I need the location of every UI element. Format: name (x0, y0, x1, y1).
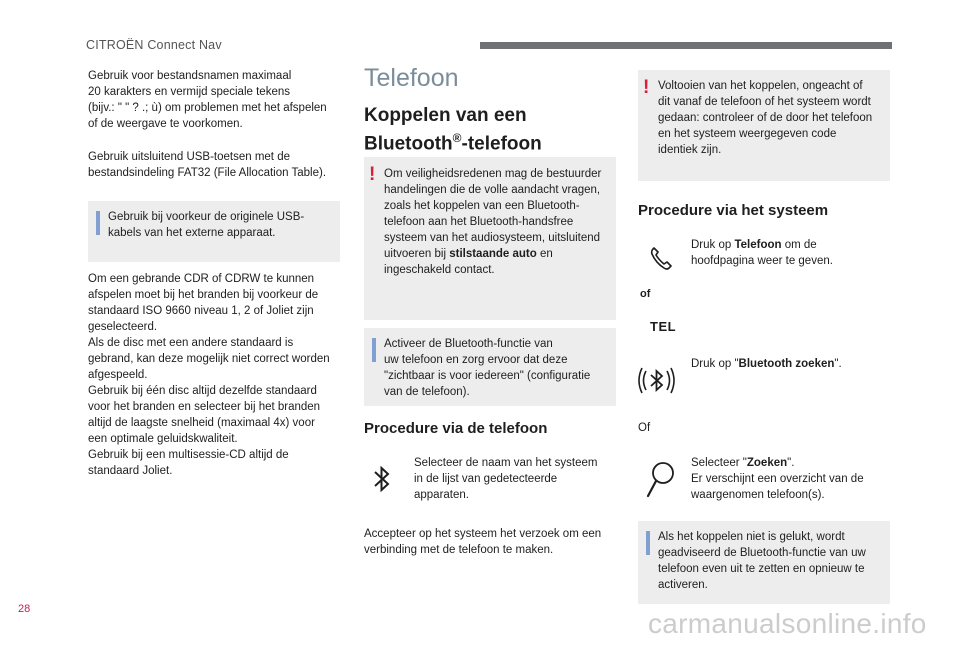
text-line: telefoon even uit te zetten en opnieuw te (658, 563, 865, 575)
text-line: telefoon aan het Bluetooth-handsfree (384, 216, 574, 228)
text-bold: Zoeken (746, 457, 788, 469)
text-part: Druk op (691, 239, 735, 251)
text-line: geadviseerd de Bluetooth-functie van uw (658, 547, 866, 559)
procedure-phone-heading: Procedure via de telefoon (364, 420, 548, 437)
header-title: CITROËN Connect Nav (86, 38, 222, 52)
text-line: Gebruik uitsluitend USB-toetsen met de (88, 151, 290, 163)
warning-icon: ! (643, 77, 650, 98)
col1-paragraph-2 (88, 149, 342, 181)
text-line: (bijv.: " " ? .; ù) om problemen met het afspelen (88, 102, 327, 114)
text-line: en het systeem weergegeven code (658, 128, 837, 140)
text-line: afspelen moet bij het branden bij voorkeur de (88, 289, 319, 301)
text-line: Activeer de Bluetooth-functie van (384, 338, 553, 350)
text-line: Gebruik voor bestandsnamen maximaal (88, 70, 292, 82)
info-bar-icon (646, 531, 650, 555)
text-bold: Bluetooth zoeken (738, 358, 835, 370)
text-line: standaard ISO 9660 niveau 1, 2 of Joliet zijn (88, 305, 314, 317)
text-part: en (536, 248, 553, 260)
text-line: Accepteer op het systeem het verzoek om een (364, 528, 602, 540)
text-line: 20 karakters en vermijd speciale tekens (88, 86, 290, 98)
text-line: Gebruik bij een multisessie-CD altijd de (88, 449, 289, 461)
text-line: activeren. (658, 579, 708, 591)
text-line: Selecteer de naam van het systeem (414, 457, 598, 469)
text-line: Als het koppelen niet is gelukt, wordt (658, 531, 845, 543)
text-line: "zichtbaar is voor iedereen" (configuratie (384, 370, 591, 382)
info-bar-icon (372, 338, 376, 362)
text-line: Voltooien van het koppelen, ongeacht of (658, 80, 863, 92)
page-number: 28 (18, 603, 31, 615)
text-line: kabels van het externe apparaat. (108, 227, 276, 239)
text-line: handelingen die de volle aandacht vragen, (384, 184, 601, 196)
section-title: Telefoon (364, 64, 459, 92)
procedure-system-heading: Procedure via het systeem (638, 202, 829, 219)
bluetooth-icon (372, 464, 392, 494)
text-line: verbinding met de telefoon te maken. (364, 544, 554, 556)
registered-mark: ® (452, 131, 462, 145)
text-line: Er verschijnt een overzicht van de (691, 473, 864, 485)
text-part: Druk op " (691, 358, 739, 370)
col1-paragraph-3 (88, 271, 342, 479)
text-line: geselecteerd. (88, 321, 158, 333)
text-line: gebrand, kan deze mogelijk niet correct worden (88, 353, 330, 365)
heading-part: Bluetooth (364, 133, 453, 155)
text-line (691, 356, 891, 372)
text-line: afgespeeld. (88, 369, 148, 381)
text-part: Selecteer " (691, 457, 747, 469)
info-bar-icon (96, 211, 100, 235)
text-line: uw telefoon en zorg ervoor dat deze (384, 354, 568, 366)
col2-note-box (364, 328, 616, 406)
system-step-3 (691, 455, 891, 503)
heading-part: -telefoon (461, 133, 542, 155)
watermark: carmanualsonline.info (648, 608, 927, 639)
col3-warning-box (638, 70, 890, 181)
text-line: Om veiligheidsredenen mag de bestuurder (384, 168, 602, 180)
phone-step-text (414, 455, 614, 503)
heading-line: Koppelen van een (364, 105, 527, 126)
text-part: uitvoeren bij (384, 248, 450, 260)
text-line: Als de disc met een andere standaard is (88, 337, 294, 349)
col1-paragraph-1 (88, 68, 342, 132)
bluetooth-search-icon (636, 362, 678, 400)
text-line: Gebruik bij voorkeur de originele USB- (108, 211, 305, 223)
col1-note-box (88, 201, 340, 262)
text-line: Om een gebrande CDR of CDRW te kunnen (88, 273, 315, 285)
tel-key-label: TEL (650, 319, 677, 334)
subsection-heading (364, 104, 542, 155)
text-line: apparaten. (414, 489, 469, 501)
phone-handset-icon (648, 244, 674, 272)
heading-line (364, 127, 542, 155)
text-line: identiek zijn. (658, 144, 722, 156)
text-line: van de telefoon). (384, 386, 470, 398)
text-line (691, 237, 891, 253)
accept-paragraph (364, 526, 620, 558)
text-part: ". (834, 358, 842, 370)
header-bar (480, 42, 892, 49)
or-label-bold: of (640, 288, 651, 300)
text-line: of de weergave te voorkomen. (88, 118, 243, 130)
text-line: systeem van het audiosysteem, uitsluitend (384, 232, 601, 244)
text-line: altijd de laagste snelheid (maximaal 4x) voor (88, 417, 315, 429)
col3-note-box (638, 521, 890, 604)
text-line: zoals het koppelen van een Bluetooth- (384, 200, 580, 212)
text-line: in de lijst van gedetecteerde (414, 473, 558, 485)
text-line: bestandsindeling FAT32 (File Allocation Table). (88, 167, 327, 179)
text-bold: Telefoon (734, 239, 782, 251)
text-line: standaard Joliet. (88, 465, 173, 477)
warning-icon: ! (369, 164, 376, 185)
system-step-2 (691, 356, 891, 372)
text-line: Gebruik bij één disc altijd dezelfde standaard (88, 385, 317, 397)
col2-warning-box (364, 157, 616, 320)
text-line: waargenomen telefoon(s). (691, 489, 825, 501)
text-line: gedaan: controleer of de door het telefoon (658, 112, 873, 124)
text-line: ingeschakeld contact. (384, 264, 495, 276)
text-part: om de (781, 239, 817, 251)
text-part: ". (787, 457, 795, 469)
text-line: hoofdpagina weer te geven. (691, 255, 833, 267)
search-magnifier-icon (644, 460, 676, 500)
system-step-1 (691, 237, 891, 269)
text-line (384, 246, 608, 262)
text-line (691, 455, 891, 471)
text-bold: stilstaande auto (449, 248, 537, 260)
text-line: een optimale geluidskwaliteit. (88, 433, 238, 445)
text-line: dit vanaf de telefoon of het systeem wordt (658, 96, 871, 108)
or-label: Of (638, 422, 651, 434)
text-line: voor het branden en selecteer bij het branden (88, 401, 321, 413)
